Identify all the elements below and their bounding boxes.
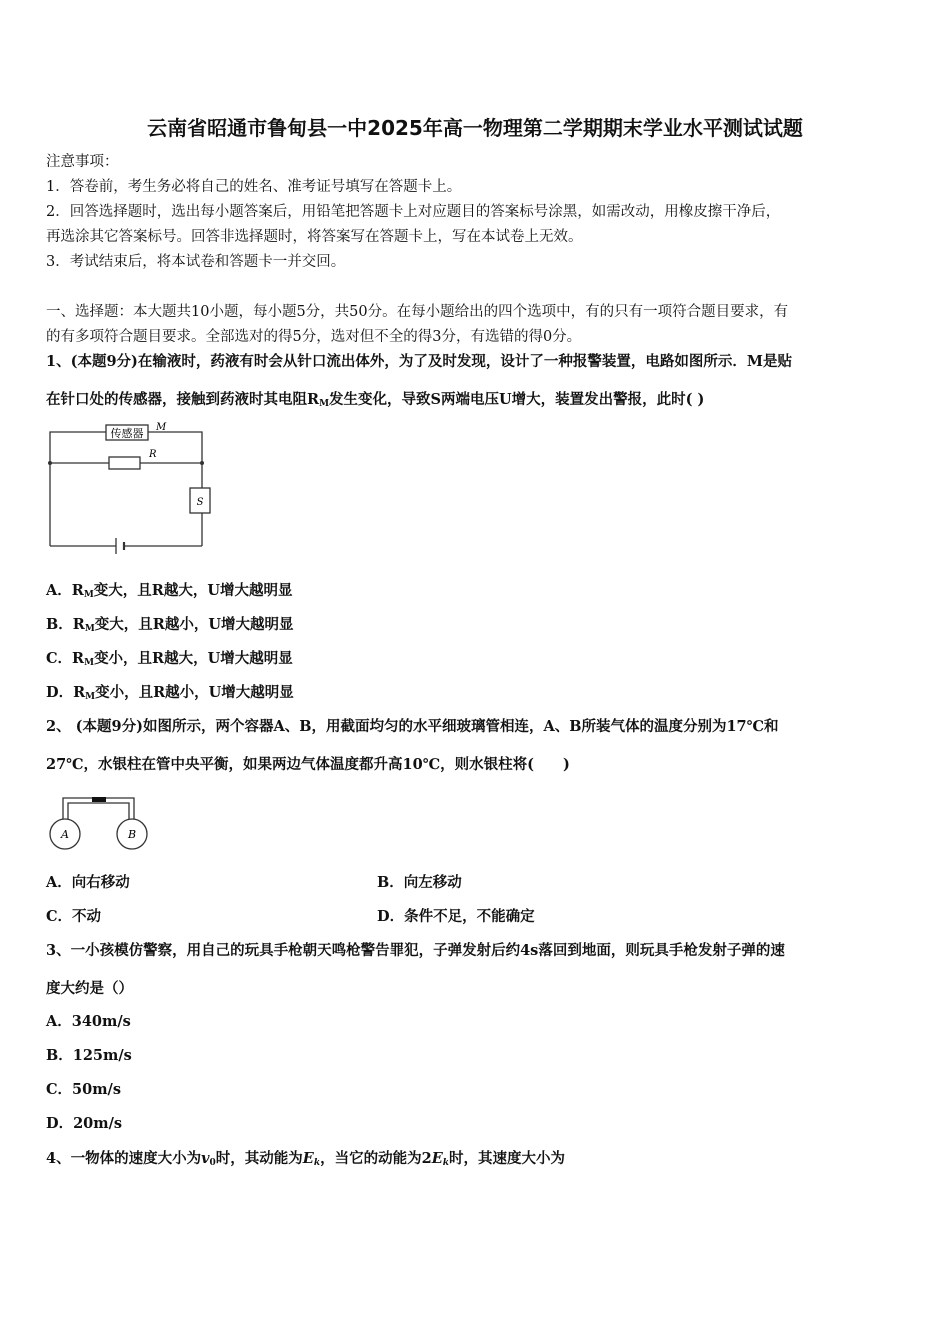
q1-option-a-post: 变大，且R越大，U增大越明显 <box>93 582 293 599</box>
q1-option-c-pre: C．R <box>46 650 85 667</box>
q1-option-d-pre: D．R <box>46 684 86 701</box>
page-title: 云南省昭通市鲁甸县一中2025年高一物理第二学期期末学业水平测试试题 <box>147 116 803 140</box>
mercury-column <box>92 797 106 802</box>
section-instructions-cont: 的有多项符合题目要求。全部选对的得5分，选对但不全的得3分，有选错的得0分。 <box>46 329 582 345</box>
notice-heading: 注意事项： <box>46 154 119 170</box>
q3-option-a[interactable]: A．340m/s <box>46 1013 131 1030</box>
container-b-label: B <box>127 828 137 841</box>
q3-option-c[interactable]: C．50m/s <box>46 1081 122 1098</box>
q2-option-b[interactable]: B．向左移动 <box>377 874 462 891</box>
junction-left <box>48 461 52 465</box>
q4-v: v <box>201 1150 210 1167</box>
tube-diagram <box>46 792 156 854</box>
q3-option-b[interactable]: B．125m/s <box>46 1047 132 1064</box>
q1-option-c-sub: M <box>84 658 95 668</box>
q4-k-sub-1: k <box>313 1158 321 1168</box>
q1-option-d-post: 变小，且R越小，U增大越明显 <box>95 684 294 701</box>
notice-item-2: 2．回答选择题时，选出每小题答案后，用铅笔把答题卡上对应题目的答案标号涂黑，如需改动，用橡皮擦干净后， <box>46 204 781 220</box>
q1-option-d-sub: M <box>85 692 96 702</box>
q1-option-d[interactable] <box>46 683 294 707</box>
q1-stem-cont <box>46 390 704 414</box>
q4-text-2: 时，其动能为 <box>215 1150 303 1167</box>
q4-e2: E <box>431 1150 443 1167</box>
notice-item-2-cont: 再选涂其它答案标号。回答非选择题时，将答案写在答题卡上，写在本试卷上无效。 <box>46 229 583 245</box>
q4-text-4: 时，其速度大小为 <box>449 1150 566 1167</box>
q1-text-b: 发生变化，导致S两端电压U增大，装置发出警报，此时( ) <box>329 391 705 408</box>
q4-v-sub: 0 <box>209 1158 216 1168</box>
q1-sub-m: M <box>319 399 330 409</box>
sensor-label: 传感器 <box>110 427 144 440</box>
junction-right <box>200 461 204 465</box>
q3-stem: 3、一小孩模仿警察，用自己的玩具手枪朝天鸣枪警告罪犯，子弹发射后约4s落回到地面，则玩具手枪发射子弹的速 <box>46 942 785 959</box>
m-label: M <box>156 422 167 433</box>
q1-option-a[interactable] <box>46 581 292 605</box>
q4-e1: E <box>302 1150 314 1167</box>
q1-option-b-post: 变大，且R越小，U增大越明显 <box>94 616 294 633</box>
q4-stem <box>46 1149 565 1173</box>
q1-stem: 1、(本题9分)在输液时，药液有时会从针口流出体外，为了及时发现，设计了一种报警装置，电路如图所示．M是贴 <box>46 353 792 370</box>
q1-option-c-post: 变小，且R越大，U增大越明显 <box>94 650 293 667</box>
q4-text-1: 4、一物体的速度大小为 <box>46 1150 202 1167</box>
notice-item-1: 1．答卷前，考生务必将自己的姓名、准考证号填写在答题卡上。 <box>46 179 462 195</box>
notice-item-3: 3．考试结束后，将本试卷和答题卡一并交回。 <box>46 254 346 270</box>
q2-option-c[interactable]: C．不动 <box>46 908 102 925</box>
circuit-diagram <box>44 420 219 560</box>
q2-stem-cont: 27℃，水银柱在管中央平衡，如果两边气体温度都升高10℃，则水银柱将( ) <box>46 756 570 773</box>
q1-option-b-sub: M <box>84 624 95 634</box>
section-instructions: 一、选择题：本大题共10小题，每小题5分，共50分。在每小题给出的四个选项中，有的只有一项符合题目要求，有 <box>46 304 789 320</box>
container-a-label: A <box>61 828 69 841</box>
q3-option-d[interactable]: D．20m/s <box>46 1115 123 1132</box>
q1-option-a-sub: M <box>83 590 94 600</box>
q1-option-b[interactable] <box>46 615 293 639</box>
q3-stem-cont: 度大约是（） <box>46 980 133 997</box>
q2-option-d[interactable]: D．条件不足，不能确定 <box>377 908 535 925</box>
q4-k-sub-2: k <box>442 1158 450 1168</box>
q1-option-a-pre: A．R <box>46 582 84 599</box>
r-label: R <box>149 449 157 460</box>
q4-text-3: ，当它的动能为2 <box>320 1150 432 1167</box>
q1-text-a: 在针口处的传感器，接触到药液时其电阻R <box>46 391 320 408</box>
s-label: S <box>196 497 204 508</box>
q1-option-b-pre: B．R <box>46 616 85 633</box>
q2-option-a[interactable]: A．向右移动 <box>46 874 130 891</box>
q2-stem: 2、 (本题9分)如图所示，两个容器A、B，用截面均匀的水平细玻璃管相连，A、B所装气体的温度分别为17℃和 <box>46 718 779 735</box>
q1-option-c[interactable] <box>46 649 293 673</box>
